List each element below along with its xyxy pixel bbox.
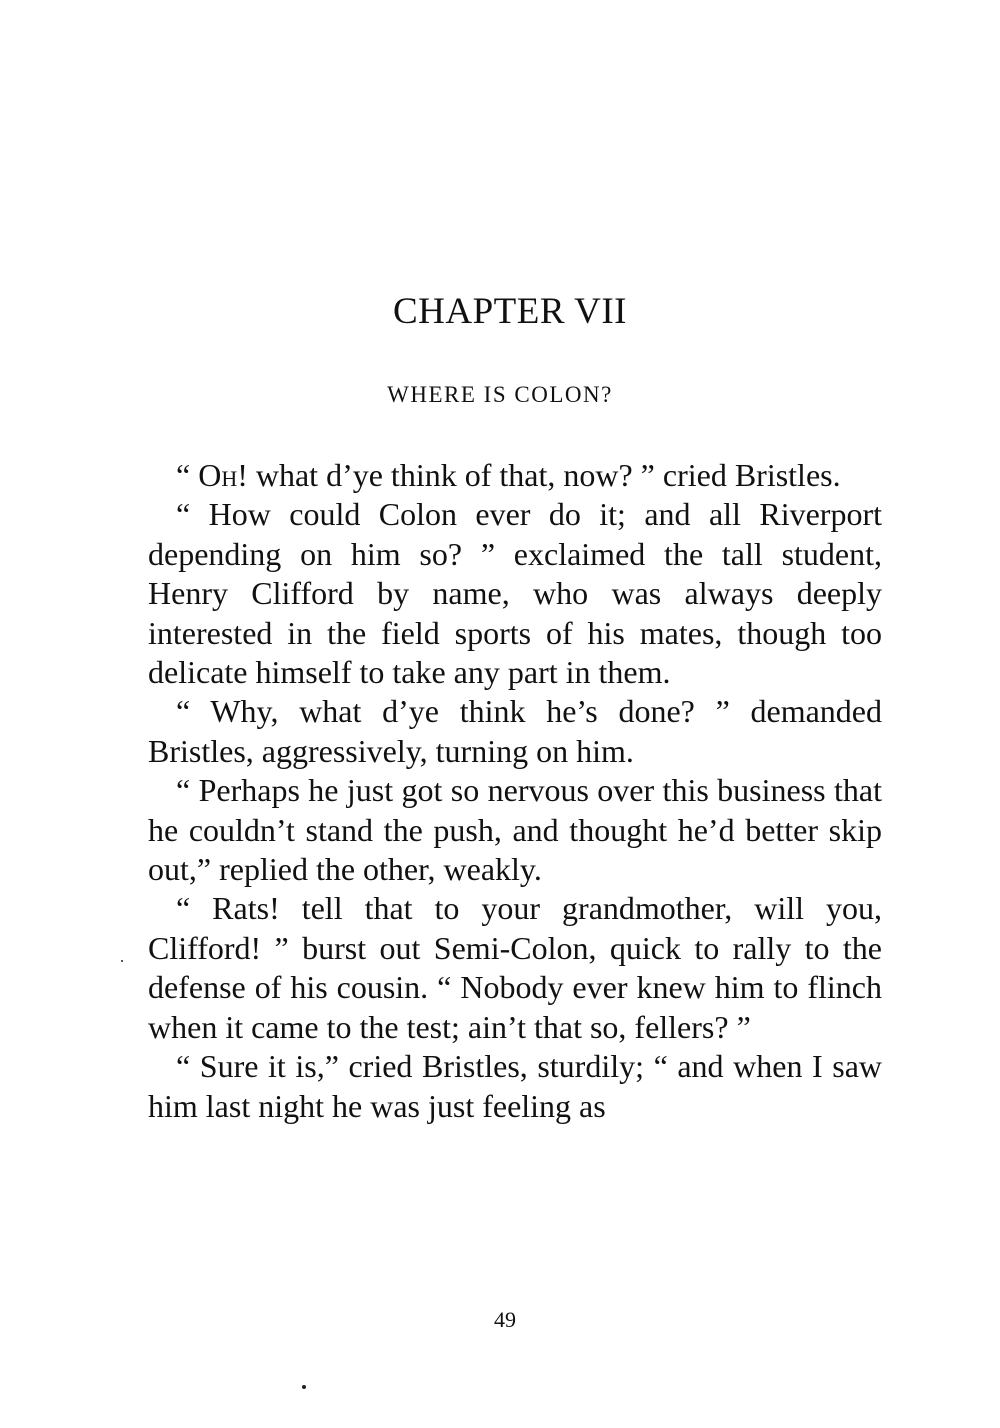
chapter-heading: CHAPTER VII bbox=[392, 291, 628, 332]
paragraph-5: “ Rats! tell that to your grandmother, will you, Clifford! ” burst out Semi-Colon, quick to rally to the defense of his cousin. “ Nobody ever knew him to flinch when it came to the test; ain’t that so, fellers? ” bbox=[148, 890, 882, 1045]
paragraph-3: “ Why, what d’ye think he’s done? ” demanded Bristles, aggressively, turning on him. bbox=[148, 693, 882, 769]
ink-speck bbox=[302, 1385, 306, 1389]
ink-speck bbox=[121, 960, 123, 962]
body-text bbox=[148, 456, 882, 1126]
paragraph-4: “ Perhaps he just got so nervous over this business that he couldn’t stand the push, and thought he’d better skip out,” replied the other, weakly. bbox=[148, 772, 882, 888]
paragraph-1-opening: “ Oh bbox=[176, 457, 238, 493]
paragraph-1 bbox=[148, 456, 882, 495]
paragraph-6: “ Sure it is,” cried Bristles, sturdily; “ and when I saw him last night he was just feeling as bbox=[148, 1048, 882, 1124]
chapter-subtitle: WHERE IS COLON? bbox=[387, 382, 613, 407]
paragraph-1-text: ! what d’ye think of that, now? ” cried Bristles. bbox=[237, 457, 841, 493]
paragraph-2: “ How could Colon ever do it; and all Riverport depending on him so? ” exclaimed the tall student, Henry Clifford by name, who was always deeply interested in the field sports of his mates, though too delicate himself to take any part in them. bbox=[148, 496, 882, 691]
page-number: 49 bbox=[494, 1307, 516, 1332]
